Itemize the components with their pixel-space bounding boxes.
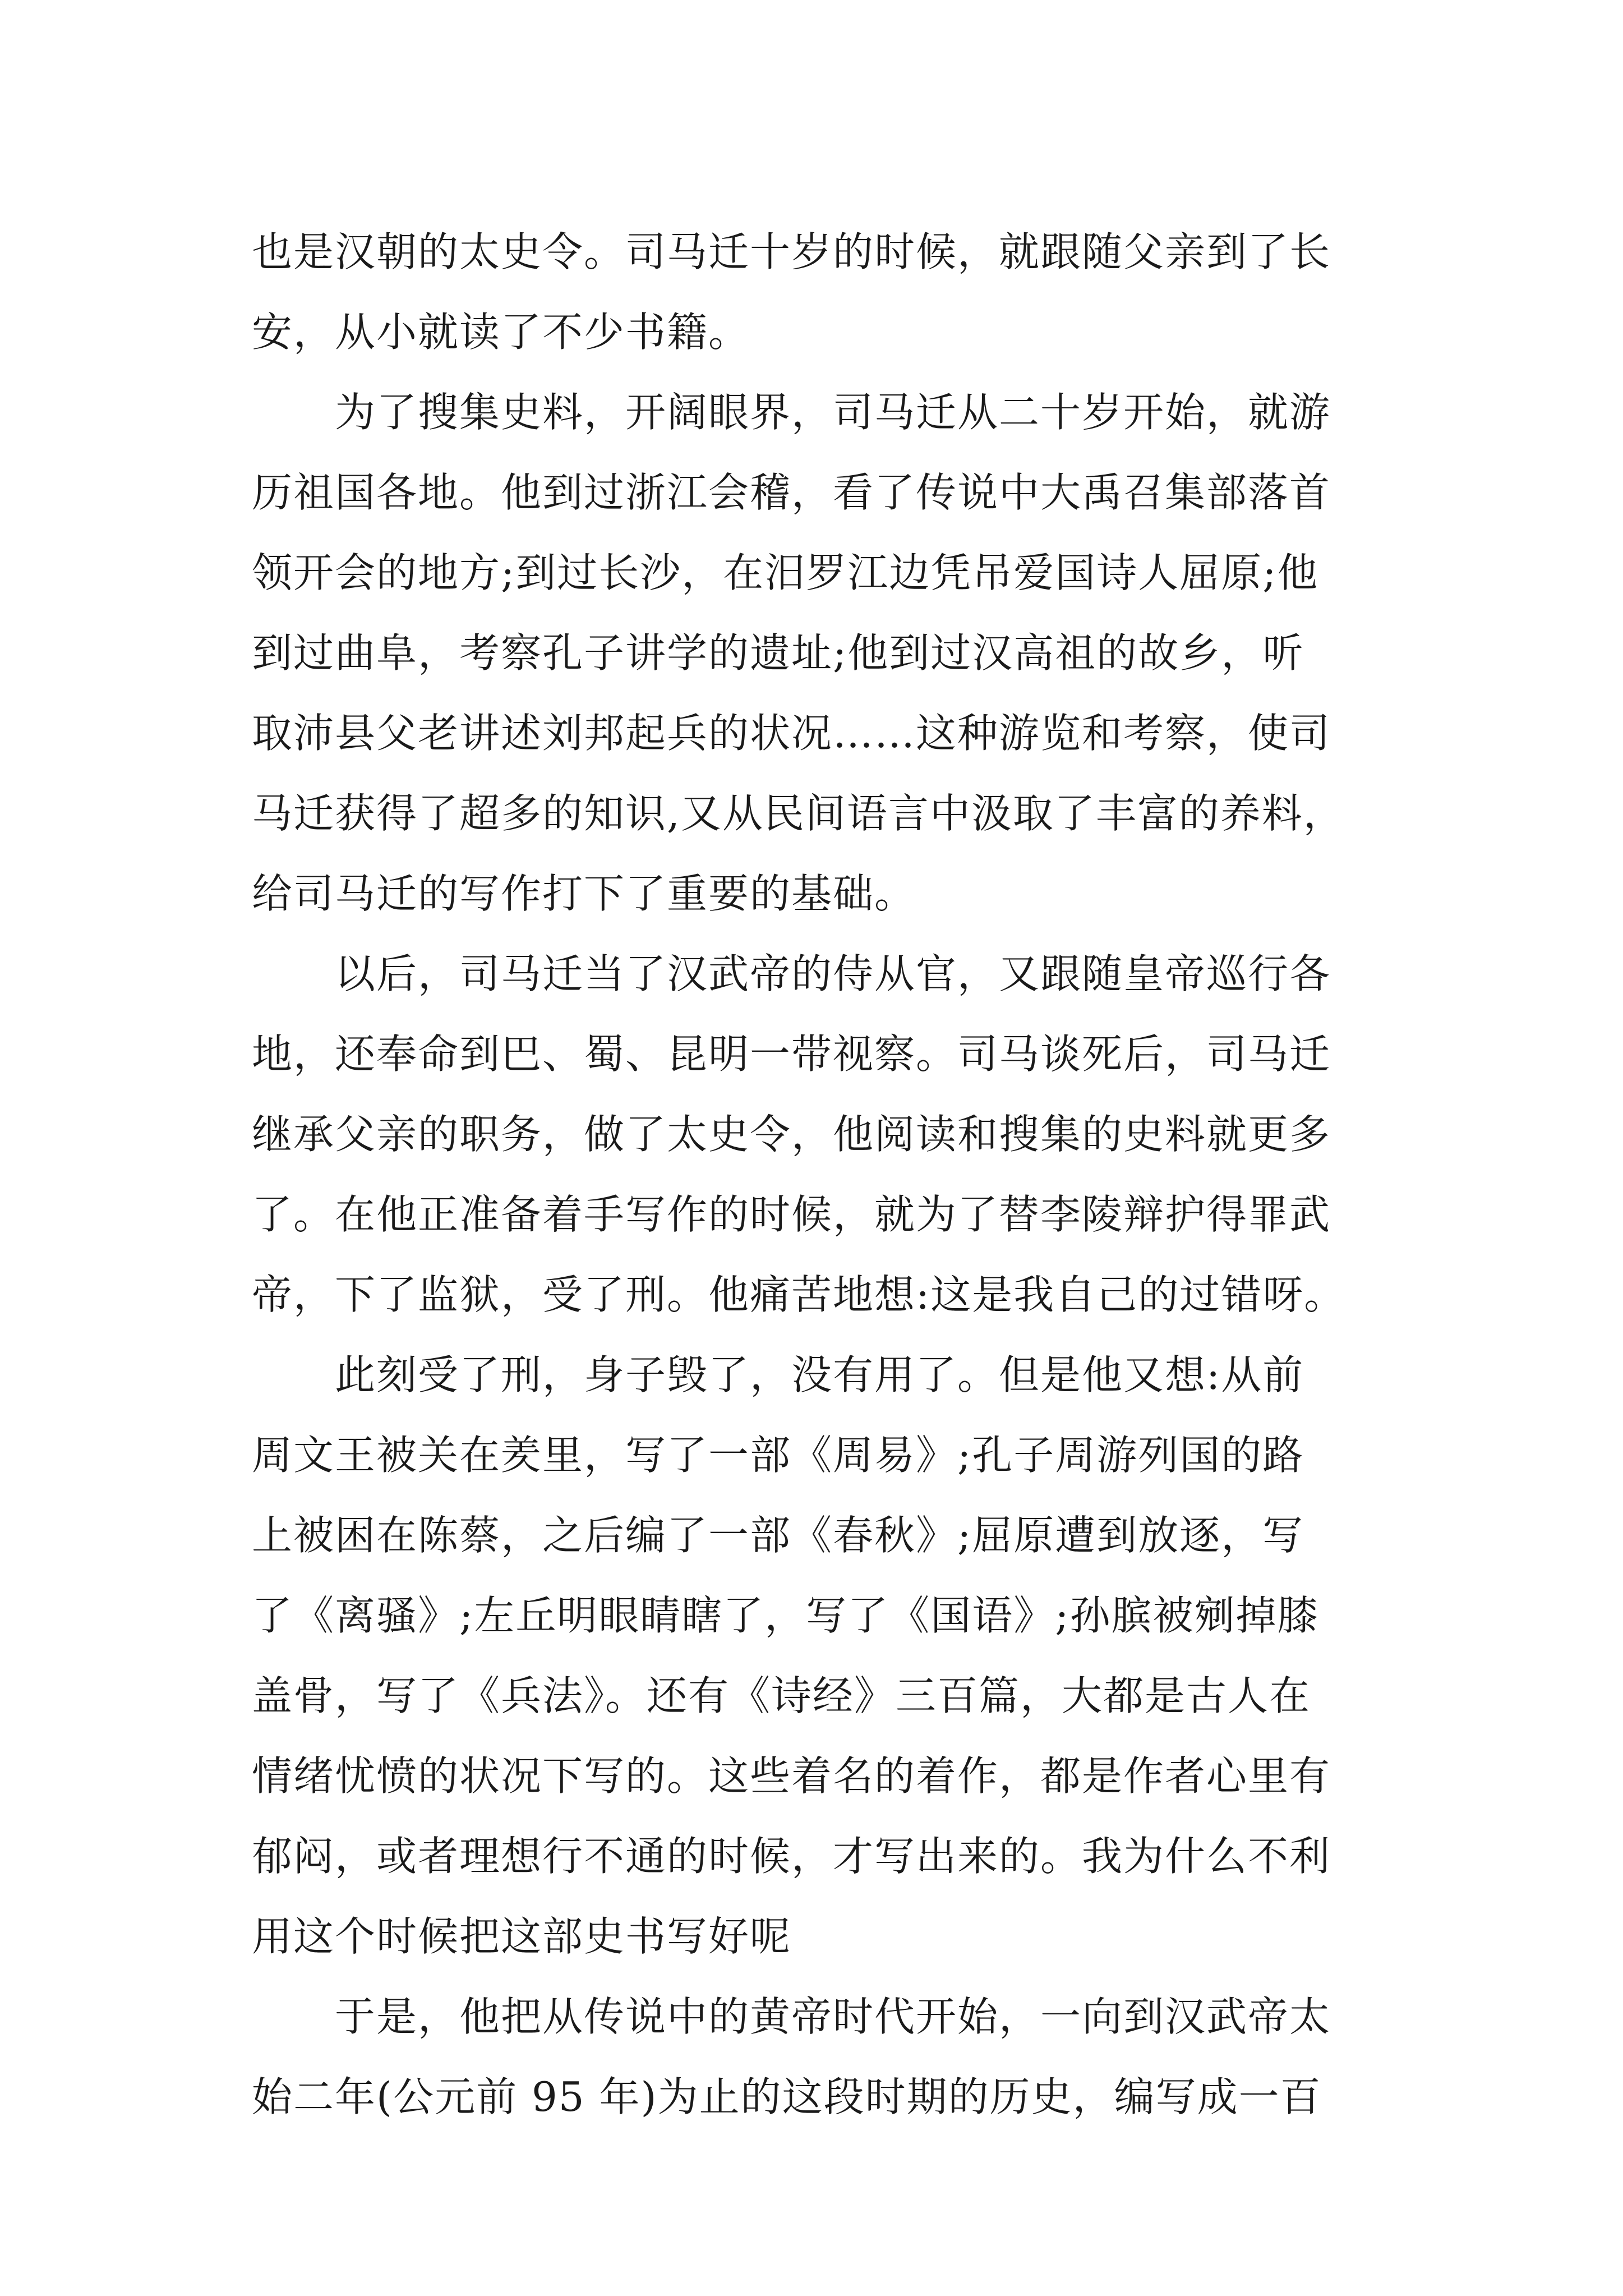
- text-line: 以后，司马迁当了汉武帝的侍从官，又跟随皇帝巡行各: [335, 950, 1331, 997]
- text-line: 帝，下了监狱，受了刑。他痛苦地想:这是我自己的过错呀。: [252, 1271, 1346, 1318]
- text-line: 也是汉朝的太史令。司马迁十岁的时候，就跟随父亲到了长: [252, 228, 1331, 275]
- text-line: 用这个时候把这部史书写好呢: [252, 1913, 792, 1960]
- text-line: 上被困在陈蔡，之后编了一部《春秋》;屈原遭到放逐，写: [252, 1512, 1304, 1559]
- text-line: 给司马迁的写作打下了重要的基础。: [252, 870, 916, 917]
- body-text: [252, 212, 1407, 2137]
- text-line: 周文王被关在羑里，写了一部《周易》;孔子周游列国的路: [252, 1432, 1304, 1479]
- text-line: 始二年(公元前 95 年)为止的这段时期的历史，编写成一百: [252, 2073, 1322, 2120]
- text-line: 了。在他正准备着手写作的时候，就为了替李陵辩护得罪武: [252, 1191, 1331, 1238]
- text-line: 为了搜集史料，开阔眼界，司马迁从二十岁开始，就游: [335, 389, 1331, 436]
- text-line: 于是，他把从传说中的黄帝时代开始，一向到汉武帝太: [335, 1993, 1331, 2040]
- text-line: 郁闷，或者理想行不通的时候，才写出来的。我为什么不利: [252, 1833, 1331, 1880]
- text-line: 情绪忧愤的状况下写的。这些着名的着作，都是作者心里有: [252, 1752, 1331, 1800]
- text-line: 继承父亲的职务，做了太史令，他阅读和搜集的史料就更多: [252, 1111, 1331, 1158]
- text-line: 马迁获得了超多的知识,又从民间语言中汲取了丰富的养料，: [252, 790, 1345, 837]
- text-line: 历祖国各地。他到过浙江会稽，看了传说中大禹召集部落首: [252, 469, 1331, 516]
- text-line: 此刻受了刑，身子毁了，没有用了。但是他又想:从前: [335, 1351, 1304, 1398]
- text-line: 取沛县父老讲述刘邦起兵的状况……这种游览和考察，使司: [252, 710, 1331, 757]
- text-line: 地，还奉命到巴、蜀、昆明一带视察。司马谈死后，司马迁: [252, 1030, 1331, 1078]
- text-line: 了《离骚》;左丘明眼睛瞎了，写了《国语》;孙膑被剜掉膝: [252, 1592, 1319, 1639]
- text-line: 盖骨，写了《兵法》。还有《诗经》三百篇，大都是古人在: [252, 1672, 1311, 1719]
- text-line: 到过曲阜，考察孔子讲学的遗址;他到过汉高祖的故乡，听: [252, 629, 1304, 677]
- text-line: 领开会的地方;到过长沙，在汨罗江边凭吊爱国诗人屈原;他: [252, 549, 1319, 596]
- text-line: 安，从小就读了不少书籍。: [252, 309, 750, 356]
